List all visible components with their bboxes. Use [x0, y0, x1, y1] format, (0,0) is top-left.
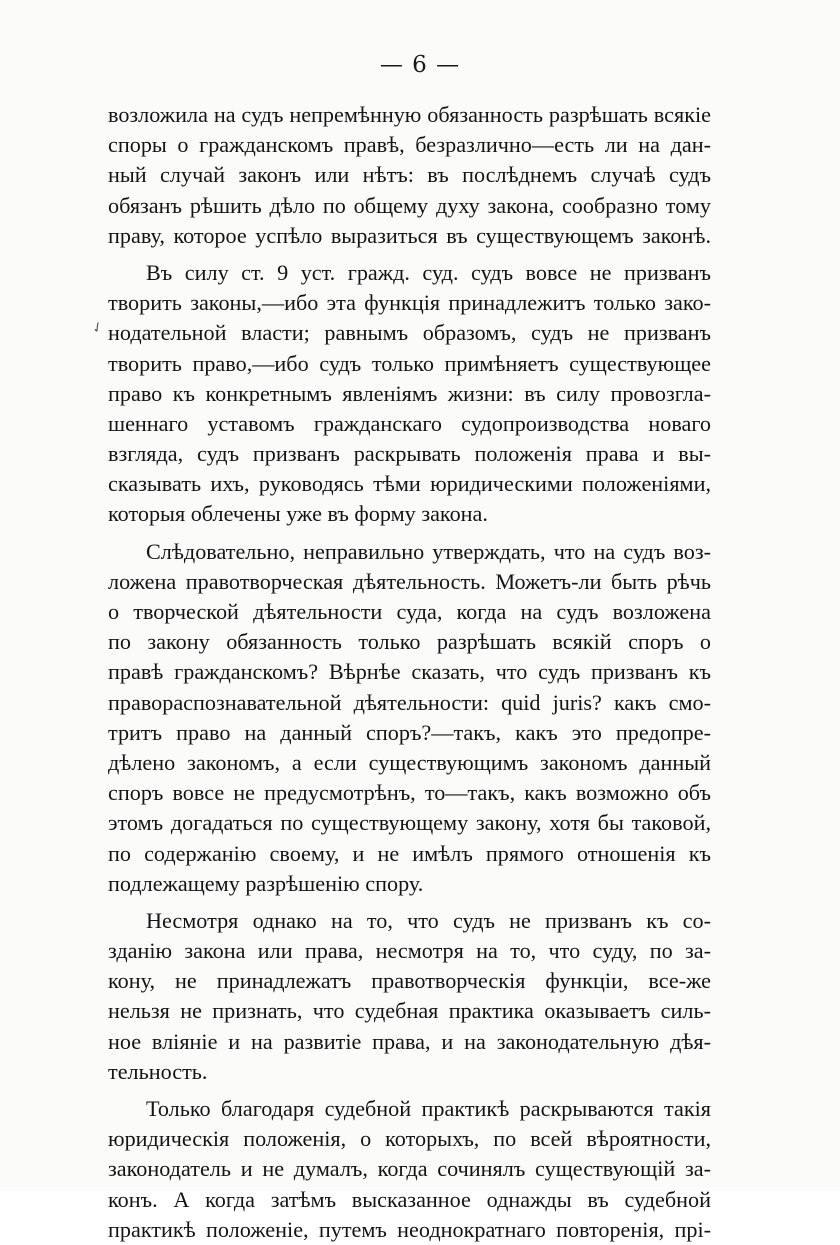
text-line: кону, не принадлежатъ правотворческія функціи, все-же [108, 968, 711, 994]
paragraph-1 [108, 100, 711, 251]
text-line: обязанъ рѣшить дѣло по общему духу закона, сообразно тому [108, 192, 711, 218]
text-line: по содержанію своему, и не имѣлъ прямого отношенія къ [108, 840, 711, 866]
text-line: возложила на судъ непремѣнную обязанность разрѣшать всякіе [108, 102, 711, 127]
text-line: творить право,—ибо судъ только примѣняетъ существующее [108, 350, 711, 376]
text-line: тритъ право на данный споръ?—такъ, какъ это предопре- [108, 719, 711, 745]
text-line: юридическія положенія, о которыхъ, по всей вѣроятности, [108, 1126, 711, 1152]
text-line: законодатель и не думалъ, когда сочинялъ существующій за- [108, 1156, 711, 1182]
text-line: споры о гражданскомъ правѣ, безразлично—есть ли на дан- [108, 132, 711, 158]
text-line: правораспознавательной дѣятельности: quid juris? какъ смо- [108, 689, 711, 715]
text-line: Только благодаря судебной практикѣ раскрываются такія [146, 1096, 711, 1121]
text-line: праву, которое успѣло выразиться въ существующемъ законѣ. [108, 222, 711, 248]
text-line: дѣлено закономъ, а если существующимъ закономъ данный [108, 749, 711, 775]
paragraph-2 [108, 258, 711, 530]
text-line: творить законы,—ибо эта функція принадлежитъ только зако- [108, 290, 711, 316]
text-line: Слѣдовательно, неправильно утверждать, что на судъ воз- [146, 538, 711, 564]
text-line: сказывать ихъ, руководясь тѣми юридическими положеніями, [108, 471, 711, 497]
text-line: шеннаго уставомъ гражданскаго судопроизводства новаго [108, 410, 711, 436]
text-line: подлежащему разрѣшенію спору. [108, 870, 424, 896]
body-text [108, 100, 711, 1245]
text-line: право къ конкретнымъ явленіямъ жизни: въ силу провозгла- [108, 380, 711, 406]
text-line: зданію закона или права, несмотря на то, что суду, по за- [108, 938, 711, 964]
text-line: о творческой дѣятельности суда, когда на судъ возложена [108, 599, 711, 624]
text-line: тельность. [108, 1058, 208, 1084]
text-line: Въ силу ст. 9 уст. гражд. суд. судъ вовсе не призванъ [146, 259, 711, 285]
text-line: ложена правотворческая дѣятельность. Можетъ-ли быть рѣчь [108, 568, 711, 594]
paragraph-5 [108, 1094, 711, 1245]
text-line: нодательной власти; равнымъ образомъ, судъ не призванъ [108, 320, 711, 346]
paragraph-4 [108, 906, 711, 1087]
text-line: ный случай законъ или нѣтъ: въ послѣднемъ случаѣ судъ [108, 162, 711, 188]
text-line: ное вліяніе и на развитіе права, и на законодательную дѣя- [108, 1028, 711, 1054]
text-line: этомъ догадаться по существующему закону, хотя бы таковой, [108, 810, 711, 836]
text-line: взгляда, судъ призванъ раскрывать положенія права и вы- [108, 441, 711, 467]
paragraph-3 [108, 537, 711, 899]
text-line: споръ вовсе не предусмотрѣнъ, то—такъ, какъ возможно объ [108, 780, 711, 806]
text-line: нельзя не признать, что судебная практика оказываетъ силь- [108, 998, 711, 1024]
text-line: конъ. А когда затѣмъ высказанное однажды въ судебной [108, 1186, 711, 1212]
text-line: правѣ гражданскомъ? Вѣрнѣе сказать, что судъ призванъ къ [108, 659, 711, 685]
text-line: по закону обязанность только разрѣшать всякій споръ о [108, 629, 711, 655]
text-line: Несмотря однако на то, что судъ не призванъ къ со- [146, 907, 711, 933]
page-number: — 6 — [379, 52, 461, 78]
margin-check-mark: ✓ [88, 318, 107, 338]
text-line: которыя облечены уже въ форму закона. [108, 501, 488, 527]
text-line: практикѣ положеніе, путемъ неоднократнаго повторенія, прі- [108, 1216, 711, 1242]
